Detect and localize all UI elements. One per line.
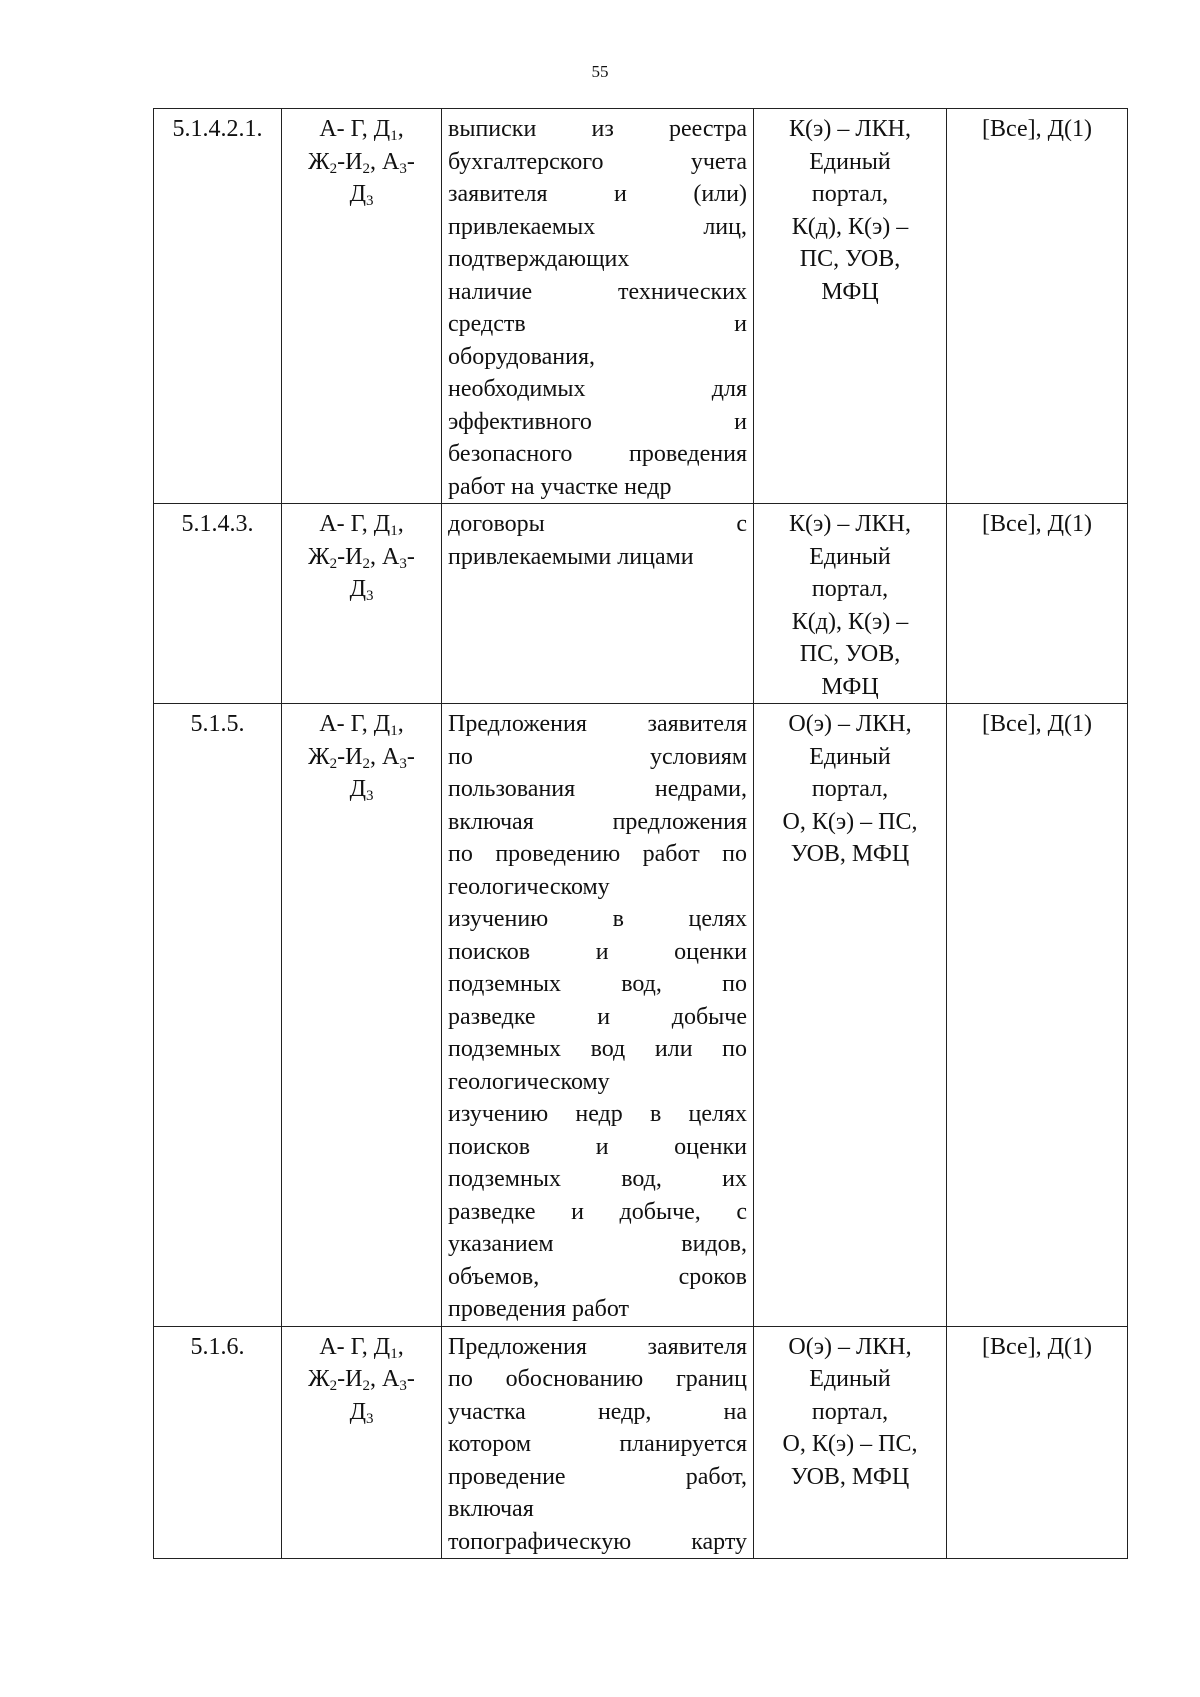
- description-line: подземных вод, их: [448, 1166, 747, 1192]
- description-line: поисков и оценки: [448, 1133, 747, 1160]
- description-line: подземных вод или по: [448, 1036, 747, 1062]
- description-line: бухгалтерского учета: [448, 148, 747, 175]
- applicant-category-cell: [282, 109, 442, 504]
- category-line: $Ж_2-И_2$, $А_3-$: [308, 743, 415, 772]
- description-line: привлекаемыми лицами: [448, 543, 694, 570]
- description-line: по обоснованию границ: [448, 1366, 747, 1392]
- description-line: по условиям: [448, 743, 747, 770]
- item-code: 5.1.4.3.: [181, 511, 254, 537]
- table-row: [154, 704, 1128, 1327]
- channel-line: портал,: [811, 181, 889, 207]
- table-row: [154, 109, 1128, 504]
- document-description-cell: [442, 504, 754, 704]
- channel-line: МФЦ: [821, 278, 879, 305]
- table-row: [154, 1326, 1128, 1559]
- description-line: проведения работ: [448, 1296, 629, 1322]
- channel-line: К(э) – ЛКН,: [789, 116, 911, 142]
- document-table: [153, 108, 1128, 1559]
- category-line: А- Г, $Д_1$,: [319, 116, 404, 144]
- channel-line: Единый: [809, 543, 891, 570]
- channel-line: К(э) – ЛКН,: [789, 511, 911, 537]
- channel-line: О, К(э) – ПС,: [782, 808, 918, 835]
- item-code-cell: [154, 704, 282, 1327]
- applicant-category-cell: [282, 504, 442, 704]
- document-description-cell: [442, 1326, 754, 1559]
- table-row: [154, 504, 1128, 704]
- access-restriction-cell: [947, 704, 1128, 1327]
- access-restriction-cell: [947, 1326, 1128, 1559]
- description-line: пользования недрами,: [448, 776, 747, 802]
- description-line: объемов, сроков: [448, 1263, 747, 1290]
- channel-line: портал,: [811, 776, 889, 802]
- channel-line: О, К(э) – ПС,: [782, 1431, 918, 1457]
- item-code: 5.1.4.2.1.: [172, 116, 263, 142]
- channel-line: О(э) – ЛКН,: [788, 1333, 912, 1360]
- access-restriction: [Все], Д(1): [982, 116, 1092, 142]
- item-code: 5.1.5.: [190, 711, 245, 737]
- submission-channel-cell: [754, 109, 947, 504]
- category-line: $Ж_2-И_2$, $А_3-$: [308, 148, 415, 177]
- category-line: $Д_3$: [349, 776, 374, 804]
- description-line: Предложения заявителя: [448, 711, 747, 737]
- channel-line: Единый: [809, 743, 891, 770]
- description-line: включая: [448, 1496, 534, 1522]
- description-line: разведке и добыче: [448, 1003, 747, 1030]
- channel-line: О(э) – ЛКН,: [788, 711, 912, 737]
- submission-channel-cell: [754, 504, 947, 704]
- channel-line: К(д), К(э) –: [791, 213, 909, 240]
- category-line: $Д_3$: [349, 1398, 374, 1427]
- description-line: необходимых для: [448, 376, 747, 402]
- description-line: договоры с: [448, 511, 747, 537]
- description-line: безопасного проведения: [448, 441, 747, 467]
- description-line: котором планируется: [448, 1431, 747, 1457]
- channel-line: портал,: [811, 576, 889, 602]
- applicant-category-cell: [282, 704, 442, 1327]
- category-line: $Ж_2-И_2$, $А_3-$: [308, 1366, 415, 1394]
- description-line: наличие технических: [448, 278, 747, 305]
- description-line: подземных вод, по: [448, 971, 747, 997]
- description-line: эффективного и: [448, 408, 747, 435]
- description-line: привлекаемых лиц,: [448, 213, 747, 240]
- category-line: $Ж_2-И_2$, $А_3-$: [308, 543, 415, 572]
- description-line: геологическому: [448, 873, 610, 900]
- submission-channel-cell: [754, 704, 947, 1327]
- document-description-cell: [442, 704, 754, 1327]
- description-line: работ на участке недр: [448, 473, 672, 500]
- access-restriction-cell: [947, 109, 1128, 504]
- channel-line: Единый: [809, 1366, 891, 1392]
- description-line: по проведению работ по: [448, 841, 747, 867]
- applicant-category-cell: [282, 1326, 442, 1559]
- description-line: указанием видов,: [448, 1231, 747, 1257]
- submission-channel-cell: [754, 1326, 947, 1559]
- description-line: проведение работ,: [448, 1463, 747, 1490]
- description-line: топографическую карту: [448, 1528, 747, 1555]
- category-line: А- Г, $Д_1$,: [319, 711, 404, 739]
- item-code-cell: [154, 1326, 282, 1559]
- channel-line: УОВ, МФЦ: [790, 1463, 910, 1490]
- item-code-cell: [154, 504, 282, 704]
- description-line: включая предложения: [448, 808, 747, 835]
- channel-line: портал,: [811, 1398, 889, 1425]
- description-line: оборудования,: [448, 343, 595, 370]
- channel-line: Единый: [809, 148, 891, 175]
- channel-line: ПС, УОВ,: [799, 246, 901, 272]
- document-description-cell: [442, 109, 754, 504]
- channel-line: К(д), К(э) –: [791, 608, 909, 635]
- description-line: изучению недр в целях: [448, 1101, 747, 1127]
- description-line: средств и: [448, 311, 747, 337]
- description-line: разведке и добыче, с: [448, 1198, 747, 1225]
- access-restriction-cell: [947, 504, 1128, 704]
- item-code: 5.1.6.: [190, 1333, 245, 1360]
- category-line: А- Г, $Д_1$,: [319, 511, 404, 539]
- access-restriction: [Все], Д(1): [982, 711, 1092, 737]
- description-line: выписки из реестра: [448, 116, 747, 142]
- description-line: поисков и оценки: [448, 938, 747, 965]
- channel-line: УОВ, МФЦ: [790, 841, 910, 867]
- item-code-cell: [154, 109, 282, 504]
- category-line: $Д_3$: [349, 576, 374, 604]
- description-line: заявителя и (или): [448, 181, 747, 207]
- description-line: изучению в целях: [448, 906, 747, 932]
- description-line: подтверждающих: [448, 246, 630, 272]
- access-restriction: [Все], Д(1): [982, 511, 1092, 537]
- category-line: $Д_3$: [349, 181, 374, 209]
- category-line: А- Г, $Д_1$,: [319, 1333, 404, 1362]
- description-line: участка недр, на: [448, 1398, 747, 1425]
- description-line: Предложения заявителя: [448, 1333, 747, 1360]
- channel-line: МФЦ: [821, 673, 879, 700]
- description-line: геологическому: [448, 1068, 610, 1095]
- channel-line: ПС, УОВ,: [799, 641, 901, 667]
- access-restriction: [Все], Д(1): [982, 1333, 1092, 1360]
- page-number: 55: [591, 62, 609, 81]
